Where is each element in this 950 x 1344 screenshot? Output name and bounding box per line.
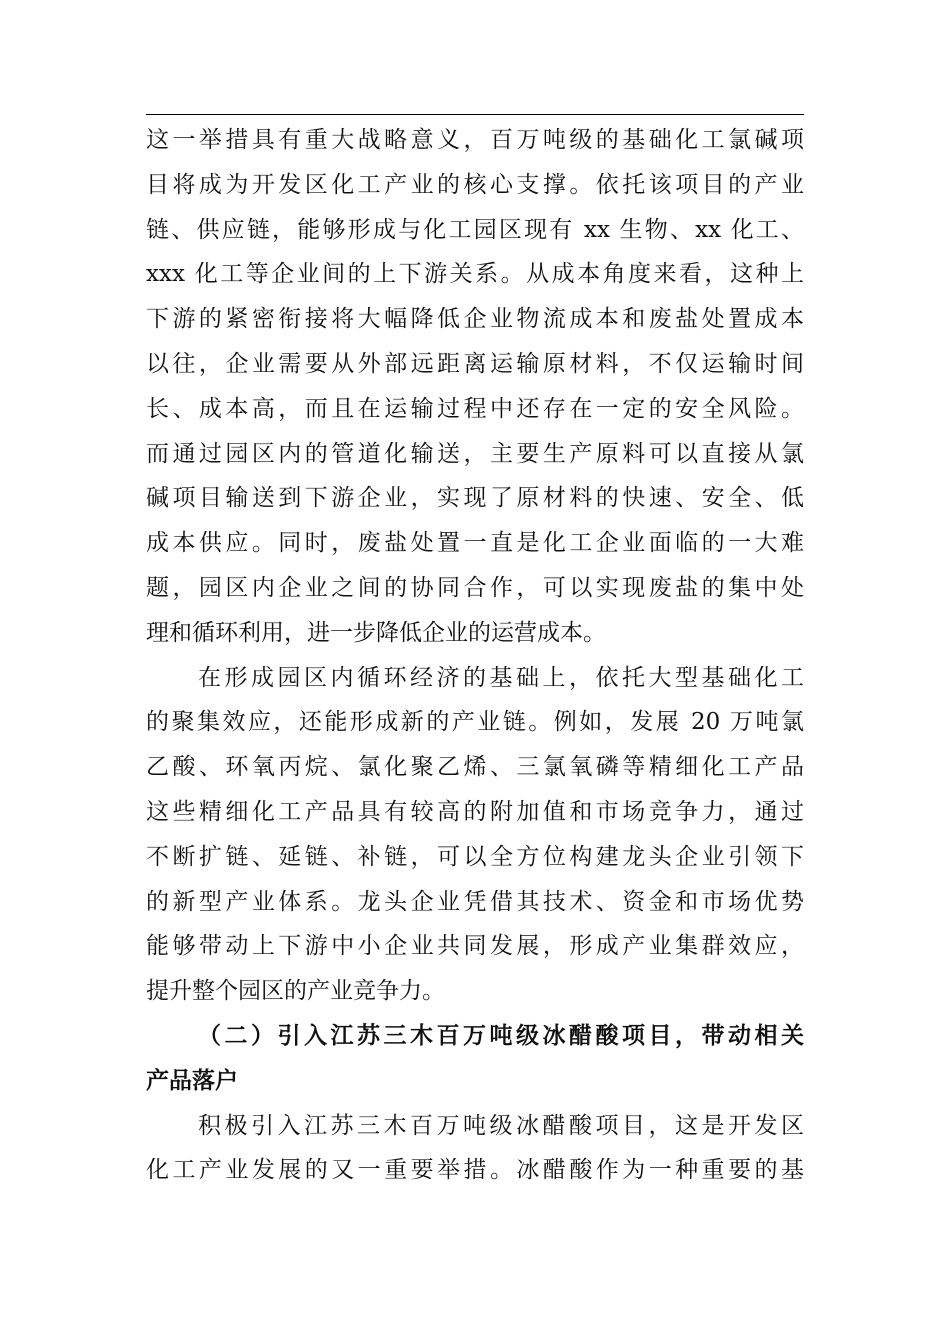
heading-line: 产品落户 — [146, 1066, 238, 1094]
text-line: 目将成为开发区化工产业的核心支撑。依托该项目的产业 — [146, 171, 804, 198]
paragraph-1 — [146, 118, 804, 656]
text-line: 不断扩链、延链、补链，可以全方位构建龙头企业引领下 — [146, 843, 804, 870]
text-line: 的聚集效应，还能形成新的产业链。例如，发展 20 万吨氯 — [146, 709, 804, 736]
text-line: 而通过园区内的管道化输送，主要生产原料可以直接从氯 — [146, 440, 804, 467]
text-line: 题，园区内企业之间的协同合作，可以实现废盐的集中处 — [146, 574, 804, 601]
text-line: xxx 化工等企业间的上下游关系。从成本角度来看，这种上 — [146, 261, 804, 288]
text-line: 长、成本高，而且在运输过程中还存在一定的安全风险。 — [146, 395, 804, 422]
text-line: 的新型产业体系。龙头企业凭借其技术、资金和市场优势 — [146, 888, 804, 915]
text-line: 碱项目输送到下游企业，实现了原材料的快速、安全、低 — [146, 485, 804, 512]
text-line: 这些精细化工产品具有较高的附加值和市场竞争力，通过 — [146, 798, 804, 825]
text-line: 化工产业发展的又一重要举措。冰醋酸作为一种重要的基 — [146, 1157, 804, 1184]
text-line: 以往，企业需要从外部远距离运输原材料，不仅运输时间 — [146, 350, 804, 377]
text-line: 理和循环利用，进一步降低企业的运营成本。 — [146, 619, 606, 646]
header-rule — [146, 114, 804, 115]
paragraph-2 — [146, 656, 804, 1014]
text-line: 积极引入江苏三木百万吨级冰醋酸项目，这是开发区 — [198, 1112, 804, 1139]
text-line: 这一举措具有重大战略意义，百万吨级的基础化工氯碱项 — [146, 127, 804, 153]
text-line: 提升整个园区的产业竞争力。 — [146, 978, 445, 1005]
section-heading — [146, 1014, 804, 1104]
text-line: 下游的紧密衔接将大幅降低企业物流成本和废盐处置成本 — [146, 306, 804, 333]
paragraph-3 — [146, 1104, 804, 1194]
text-line: 链、供应链，能够形成与化工园区现有 xx 生物、xx 化工、 — [146, 216, 804, 243]
text-line: 能够带动上下游中小企业共同发展，形成产业集群效应， — [146, 933, 804, 960]
heading-line: （二）引入江苏三木百万吨级冰醋酸项目，带动相关 — [198, 1021, 804, 1049]
text-line: 在形成园区内循环经济的基础上，依托大型基础化工 — [198, 664, 804, 691]
document-body — [146, 118, 804, 1193]
text-line: 乙酸、环氧丙烷、氯化聚乙烯、三氯氧磷等精细化工产品 — [146, 754, 804, 781]
text-line: 成本供应。同时，废盐处置一直是化工企业面临的一大难 — [146, 530, 804, 557]
